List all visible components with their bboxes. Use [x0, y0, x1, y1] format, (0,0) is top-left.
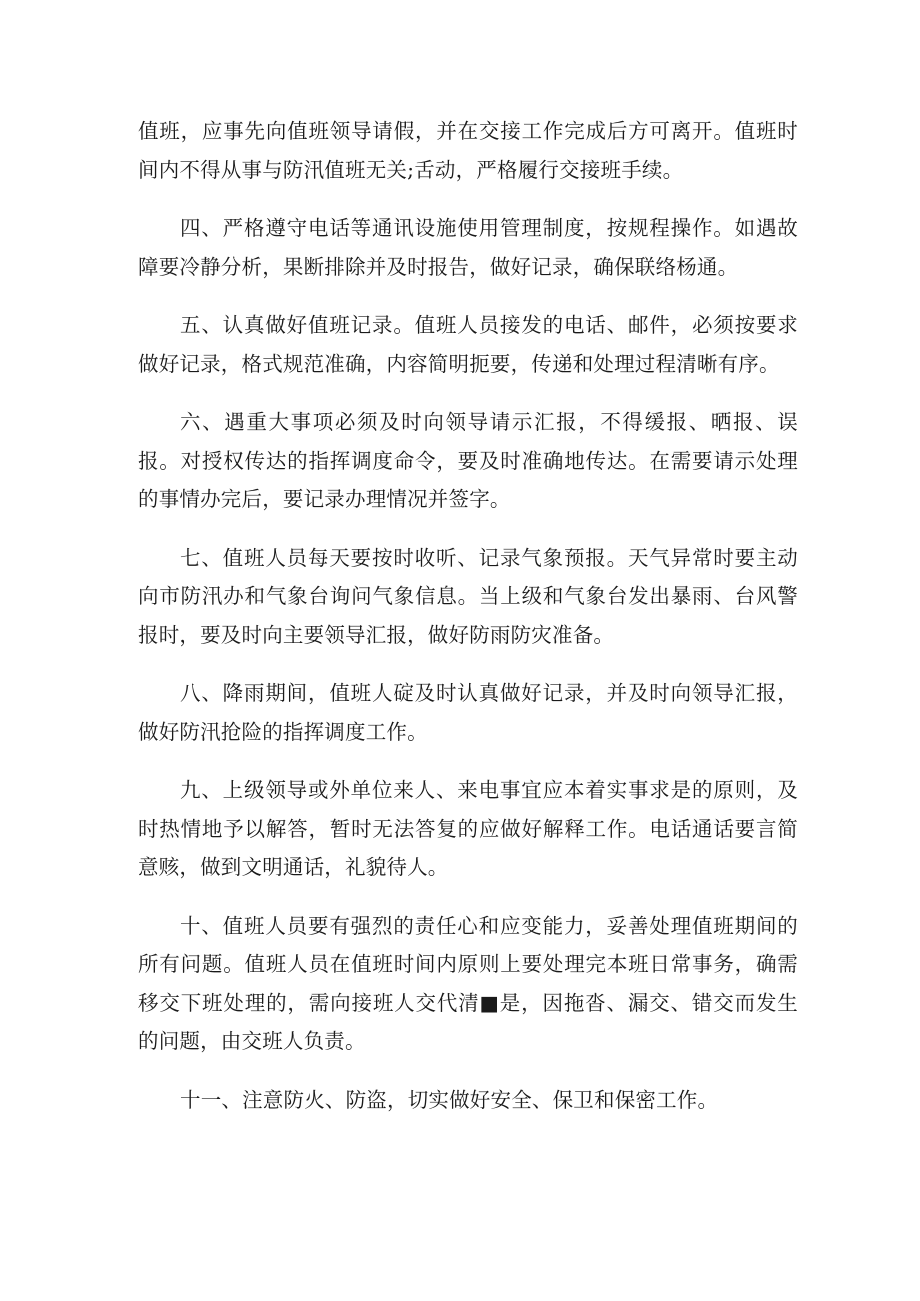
- paragraph-item-4: 四、严格遵守电话等通讯设施使用管理制度，按规程操作。如遇故障要冷静分析，果断排除并及时报告，做好记录，确保联络杨通。: [138, 216, 798, 279]
- paragraph-item-9: 九、上级领导或外单位来人、来电事宜应本着实事求是的原则，及时热情地予以解答，暂时无法答复的应做好解释工作。电话通话要言简意赅，做到文明通话，礼貌待人。: [138, 778, 798, 879]
- paragraph-item-11: 十一、注意防火、防盗，切实做好安全、保卫和保密工作。: [180, 1087, 719, 1112]
- paragraph-item-8: 八、降雨期间，值班人碇及时认真做好记录，并及时向领导汇报，做好防汛抢险的指挥调度工作。: [138, 681, 798, 744]
- paragraph-item-7: 七、值班人员每天要按时收听、记录气象预报。天气异常时要主动向市防汛办和气象台询问气象信息。当上级和气象台发出暴雨、台风警报时，要及时向主要领导汇报，做好防雨防灾准备。: [138, 545, 798, 647]
- document-body: [138, 112, 798, 1139]
- paragraph-item-5: 五、认真做好值班记录。值班人员接发的电话、邮件，必须按要求做好记录，格式规范准确，内容简明扼要，传递和处理过程清晰有序。: [138, 313, 798, 376]
- paragraph-item-6: 六、遇重大事项必须及时向领导请示汇报，不得缓报、晒报、误报。对授权传达的指挥调度命令，要及时准确地传达。在需要请示处理的事情办完后，要记录办理情况并签字。: [138, 410, 798, 511]
- paragraph-continuation: 值班，应事先向值班领导请假，并在交接工作完成后方可离开。值班时间内不得从事与防汛值班无关;舌动，严格履行交接班手续。: [138, 119, 798, 182]
- paragraph-item-10: 十、值班人员要有强烈的责任心和应变能力，妥善处理值班期间的所有问题。值班人员在值班时间内原则上要处理完本班日常事务，确需移交下班处理的，需向接班人交代清■是，因拖沓、漏交、错交而发生的问题，由交班人负责。: [138, 913, 798, 1053]
